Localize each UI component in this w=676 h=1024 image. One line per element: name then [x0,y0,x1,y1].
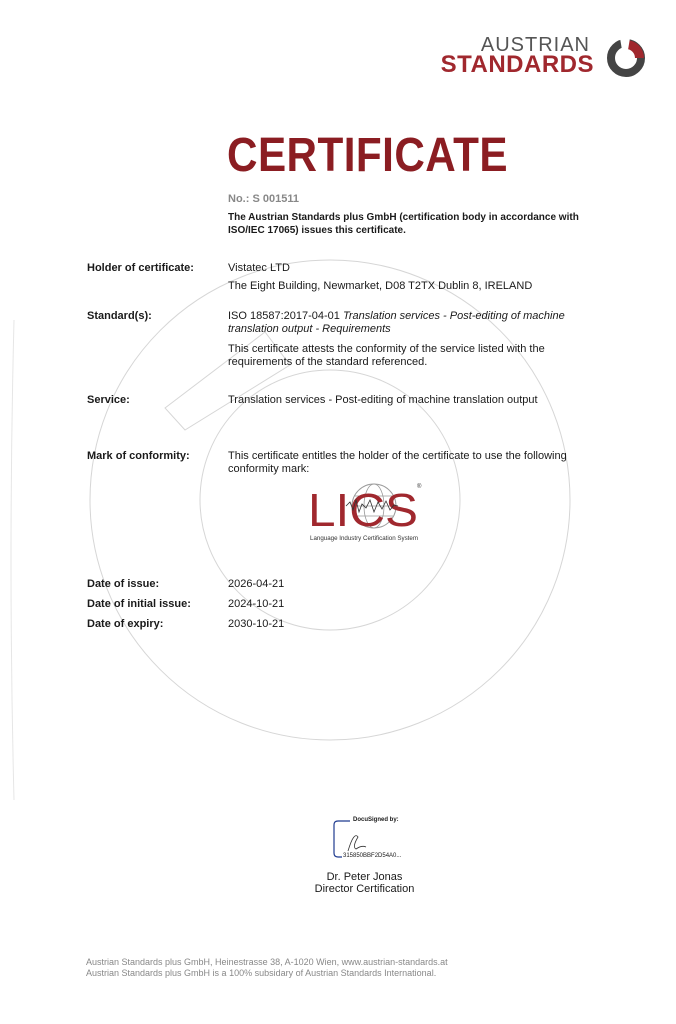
mark-text: This certificate entitles the holder of the certificate to use the following conformity mark: [228,450,567,475]
standard-title: Translation services - Post-editing of machine translation output - Requirements [228,310,565,335]
austrian-standards-ring-icon [604,36,648,80]
date-issue-value: 2026-04-21 [228,578,285,590]
logo-austrian-text: AUSTRIAN [480,34,590,56]
holder-address: The Eight Building, Newmarket, D08 T2TX Dublin 8, IRELAND [228,280,533,292]
date-initial-value: 2024-10-21 [228,598,285,610]
austrian-standards-logo [438,34,648,84]
standard-value [228,310,588,336]
footer-subsidiary: Austrian Standards plus GmbH is a 100% subsidary of Austrian Standards International. [86,968,437,978]
holder-name: Vistatec LTD [228,262,290,274]
service-value: Translation services - Post-editing of machine translation output [228,394,538,406]
date-initial-label: Date of initial issue: [87,598,191,610]
standard-code: ISO 18587:2017-04-01 [228,310,340,322]
logo-standards-text: STANDARDS [440,51,594,78]
certificate-number [228,193,299,205]
mark-label: Mark of conformity: [87,450,190,462]
certificate-number-label: No.: [228,193,250,205]
date-issue-label: Date of issue: [87,578,160,590]
date-expiry-label: Date of expiry: [87,618,164,630]
envelope-id: 315850BBF2D54A0... [343,853,402,859]
svg-text:®: ® [417,484,422,490]
footer-address: Austrian Standards plus GmbH, Heinestrasse 38, A-1020 Wien, www.austrian-standards.at [86,957,448,967]
date-expiry-value: 2030-10-21 [228,618,285,630]
certificate-number-value: S 001511 [252,193,299,205]
docusigned-label: DocuSigned by: [353,817,399,823]
standard-attestation: This certificate attests the conformity of the service listed with the requirements of the standard referenced. [228,343,545,368]
holder-label: Holder of certificate: [87,262,194,274]
service-label: Service: [87,394,130,406]
signer-name: Dr. Peter Jonas [326,871,403,883]
intro-statement: The Austrian Standards plus GmbH (certification body in accordance with ISO/IEC 17065) issues this certificate. [228,212,579,236]
certificate-title: CERTIFICATE [227,129,508,182]
signer-role: Director Certification [314,883,415,895]
lics-logo-text: LICS [308,484,418,536]
lics-logo [306,478,436,544]
lics-logo-subtitle: Language Industry Certification System [310,535,418,542]
standard-label: Standard(s): [87,310,152,322]
